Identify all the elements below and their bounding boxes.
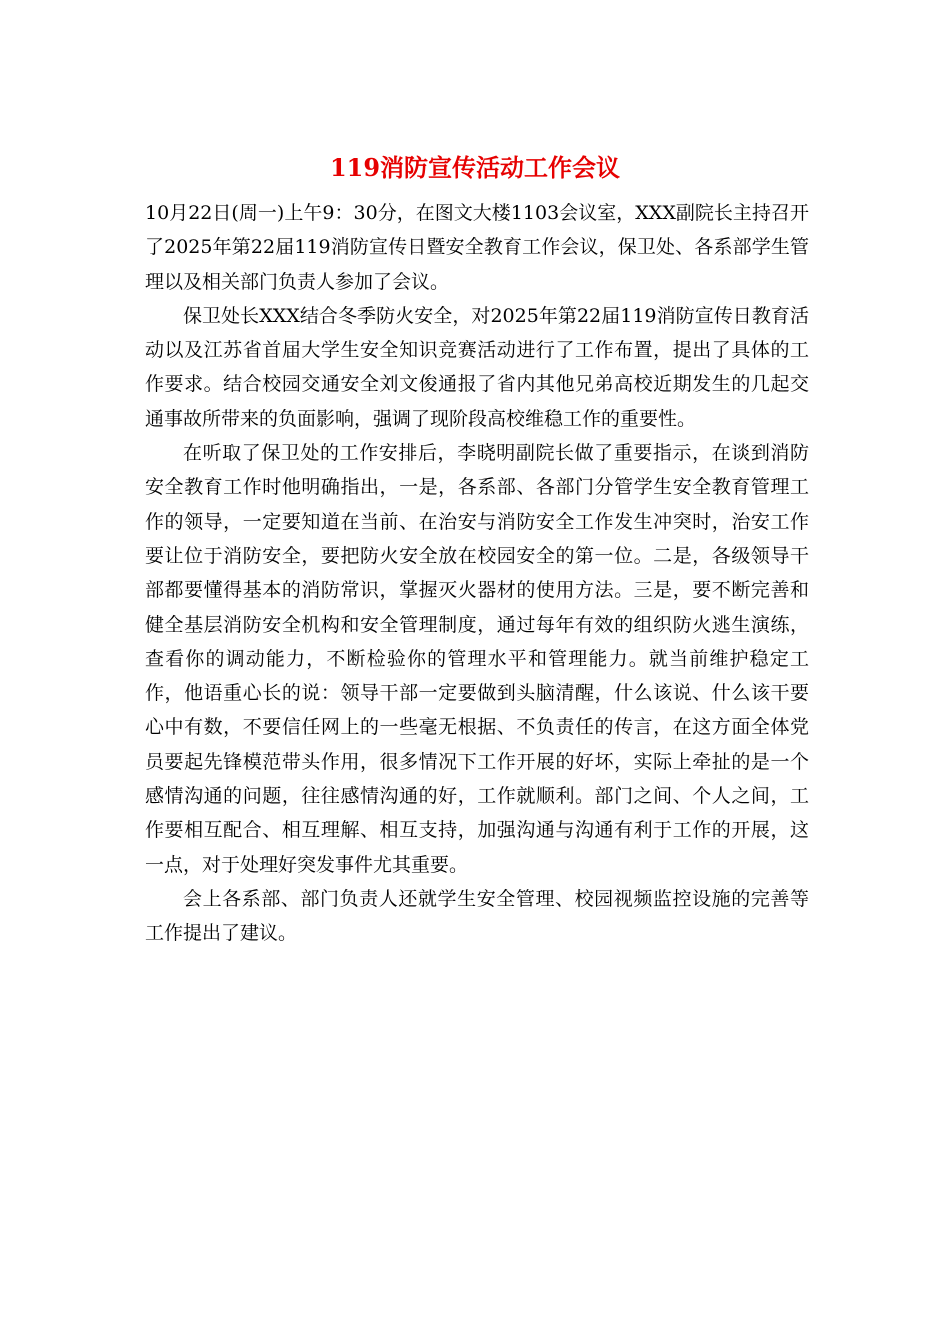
- paragraph-meeting-intro: 10月22日(周一)上午9：30分，在图文大楼1103会议室，XXX副院长主持召开了2025年第22届119消防宣传日暨安全教育工作会议，保卫处、各系部学生管理以及相关部门负责人参加了会议。: [145, 202, 809, 293]
- document-body: [145, 196, 809, 951]
- paragraph-suggestions: 会上各系部、部门负责人还就学生安全管理、校园视频监控设施的完善等工作提出了建议。: [145, 887, 809, 945]
- paragraph-vice-president-instructions: 在听取了保卫处的工作安排后，李晓明副院长做了重要指示，在谈到消防安全教育工作时他明确指出，一是，各系部、各部门分管学生安全教育管理工作的领导，一定要知道在当前、在治安与消防安全工作发生冲突时，治安工作要让位于消防安全，要把防火安全放在校园安全的第一位。二是，各级领导干部都要懂得基本的消防常识，掌握灭火器材的使用方法。三是，要不断完善和健全基层消防安全机构和安全管理制度，通过每年有效的组织防火逃生演练，查看你的调动能力，不断检验你的管理水平和管理能力。就当前维护稳定工作，他语重心长的说：领导干部一定要做到头脑清醒，什么该说、什么该干要心中有数，不要信任网上的一些毫无根据、不负责任的传言，在这方面全体党员要起先锋模范带头作用，很多情况下工作开展的好坏，实际上牵扯的是一个感情沟通的问题，往往感情沟通的好，工作就顺利。部门之间、个人之间，工作要相互配合、相互理解、相互支持，加强沟通与沟通有利于工作的开展，这一点，对于处理好突发事件尤其重要。: [145, 442, 809, 876]
- document-title: 119消防宣传活动工作会议: [329, 153, 621, 182]
- paragraph-security-briefing: 保卫处长XXX结合冬季防火安全，对2025年第22届119消防宣传日教育活动以及江苏省首届大学生安全知识竞赛活动进行了工作布置，提出了具体的工作要求。结合校园交通安全刘文俊通报了省内其他兄弟高校近期发生的几起交通事故所带来的负面影响，强调了现阶段高校维稳工作的重要性。: [145, 304, 809, 430]
